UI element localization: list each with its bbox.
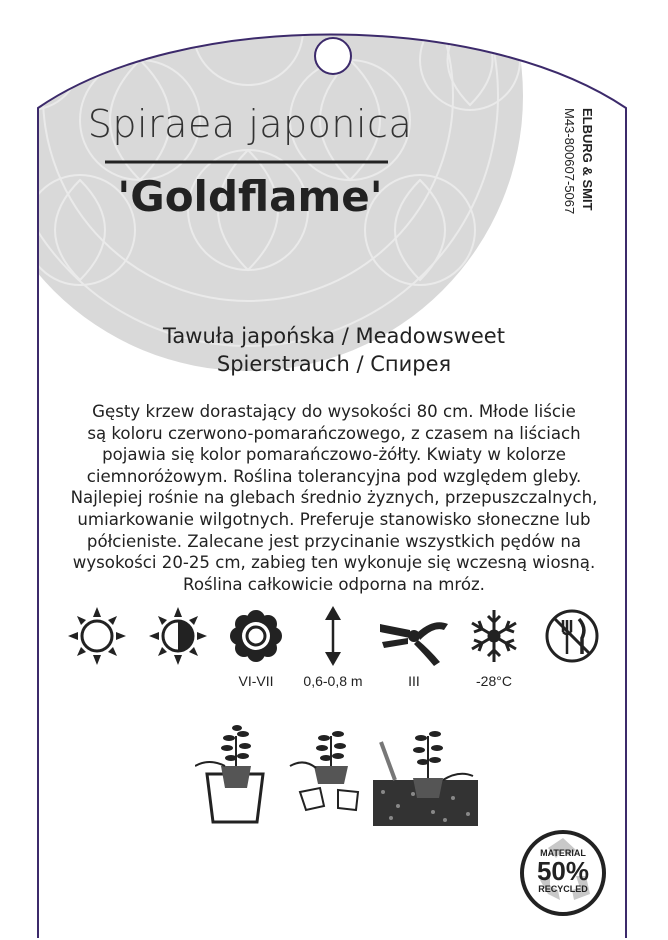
frost-caption: -28°C — [476, 673, 512, 689]
sun-icon — [68, 607, 126, 665]
description-line: umiarkowanie wilgotnych. Preferuje stanowisko słoneczne lub — [77, 509, 591, 529]
frost-icon — [472, 610, 516, 662]
half-shade-icon — [149, 607, 207, 665]
latin-name: Spiraea japonica — [87, 102, 413, 146]
care-icons — [60, 600, 610, 670]
description-line: Gęsty krzew dorastający do wysokości 80 cm. Młode liście — [92, 402, 576, 421]
flower-icon — [230, 610, 282, 662]
description-line: są koloru czerwono-pomarańczowego, z czasem na liściach — [87, 423, 581, 443]
not-edible-icon — [547, 611, 597, 661]
description-line: pojawia się kolor pomarańczowo-żółty. Kwiaty w kolorze — [102, 445, 566, 465]
common-names-line2: Spierstrauch / Спирея — [216, 352, 452, 376]
recycled-material-label: MATERIAL — [540, 848, 586, 858]
description-line: wysokości 20-25 cm, zabieg ten wykonuje się wczesną wiosną. — [72, 553, 596, 573]
planting-step-icon — [373, 731, 478, 826]
description-line: ciemnoróżowym. Roślina tolerancyjna pod względem gleby. — [86, 466, 582, 486]
flowering-caption: VI-VII — [238, 673, 274, 689]
brand-block — [555, 108, 605, 288]
brand-name: ELBURG & SMIT — [580, 108, 595, 211]
cultivar-name: 'Goldflame' — [117, 172, 383, 221]
unpotting-step-icon — [290, 731, 358, 810]
watering-step-icon — [195, 725, 263, 822]
description — [62, 401, 606, 595]
product-code: M43-800607-5067 — [562, 108, 577, 215]
description-line: Roślina całkowicie odporna na mróz. — [183, 574, 485, 594]
height-caption: 0,6-0,8 m — [303, 673, 363, 689]
planting-steps — [195, 722, 485, 827]
description-line: półcieniste. Zalecane jest przycinanie wszystkich pędów na — [86, 531, 582, 551]
description-line: Najlepiej rośnie na glebach średnio żyznych, przepuszczalnych, — [70, 488, 598, 508]
recycled-percent: 50% — [536, 856, 590, 886]
hang-hole — [315, 38, 351, 74]
recycled-label: RECYCLED — [538, 884, 588, 894]
pruning-shears-icon — [380, 622, 448, 666]
pruning-caption: III — [408, 673, 420, 689]
common-names-line1: Tawuła japońska / Meadowsweet — [163, 324, 505, 348]
height-arrow-icon — [325, 606, 341, 666]
